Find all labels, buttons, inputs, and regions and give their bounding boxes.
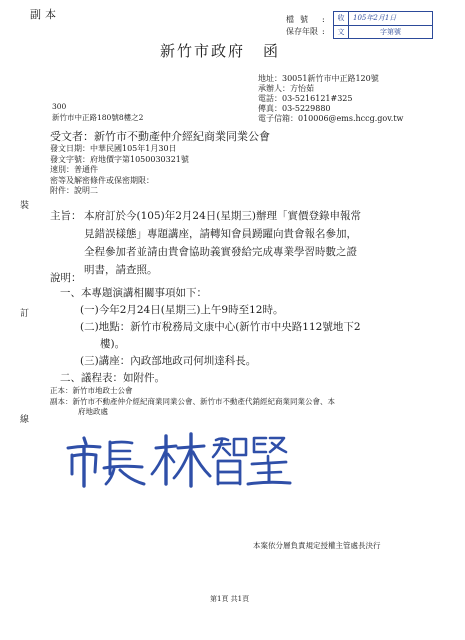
meta-block [50, 144, 189, 197]
binding-mark-3: 線 [20, 415, 30, 425]
retention-label: 保存年限 [286, 26, 318, 36]
receipt-stamp [333, 11, 433, 39]
copy-mark: 副本 [30, 8, 60, 21]
secrecy: 密等及解密條件或保密期限： [50, 175, 154, 185]
subject-line-1: 本府訂於今(105)年2月24日(星期三)辦理「實價登錄申報常 [84, 210, 361, 222]
speed: 速別：普通件 [50, 165, 98, 174]
archive-labels: 檔號 : 保存年限 : [286, 14, 325, 36]
subject-header: 主旨： [50, 210, 82, 222]
issuing-organization: 新竹市政府 [160, 42, 246, 60]
phone: 電話：03-5216121#325 [258, 94, 353, 103]
issue-number: 發文字號：府地價字第1050030321號 [50, 154, 189, 164]
recipient: 受文者：新竹市不動產仲介經紀商業同業公會 [50, 130, 270, 143]
issue-date: 發文日期：中華民國105年1月30日 [50, 144, 177, 153]
page-number: 第1頁 共1頁 [210, 595, 250, 603]
explanation-item-1: 一、本專題演講相關事項如下： [60, 287, 207, 299]
stamp-document-mark: 文 [334, 26, 349, 39]
document-type: 函 [263, 42, 281, 60]
subject-line-2: 見錯誤樣態」專題講座，請轉知會員踴躍向貴會報名參加， [84, 228, 357, 240]
recipient-street: 新竹市中正路180號8樓之2 [52, 113, 144, 122]
mayor-signature [62, 428, 292, 492]
binding-mark-1: 裝 [20, 201, 30, 211]
delegation-note: 本案依分層負責規定授權主管處長決行 [253, 541, 381, 550]
explanation-item-2: 二、議程表：如附件。 [60, 372, 165, 384]
explanation-sub-2: (二)地點：新竹市稅務局文康中心(新竹市中央路112號地下2 [80, 321, 361, 333]
file-number-label: 檔號 [286, 14, 314, 24]
explanation-sub-1: (一)今年2月24日(星期三)上午9時至12時。 [80, 304, 284, 316]
explanation-sub-3: (三)講座：內政部地政司何圳達科長。 [80, 355, 257, 367]
document-title [160, 40, 280, 61]
subject-block [50, 207, 440, 279]
stamp-document-number: 字第號 [380, 28, 401, 36]
org-address: 地址：30051新竹市中正路120號 [258, 74, 379, 83]
distribution-block [50, 386, 420, 418]
distribution-copy-cont: 府地政處 [78, 407, 108, 416]
postal-code: 300 [52, 102, 67, 111]
stamp-receive-mark: 收 [334, 12, 349, 25]
distribution-main: 正本：新竹市地政士公會 [50, 386, 133, 395]
binding-mark-2: 訂 [20, 309, 30, 319]
recipient-address [52, 101, 143, 123]
explanation-items [60, 285, 361, 387]
fax: 傳真：03-5229880 [258, 104, 331, 113]
explanation-header: 說明： [50, 272, 82, 284]
email: 電子信箱：010006@ems.hccg.gov.tw [258, 114, 404, 123]
explanation-sub-2-cont: 樓)。 [100, 338, 126, 350]
stamp-receive-date: 105年2月1日 [353, 14, 397, 22]
subject-line-4: 明書，請查照。 [84, 264, 158, 276]
contact-block [258, 74, 403, 124]
attachment: 附件：說明二 [50, 186, 98, 195]
distribution-copy: 副本：新竹市不動產仲介經紀商業同業公會、新竹市不動產代銷經紀商業同業公會、本 [50, 396, 335, 406]
subject-line-3: 全程參加者並請由貴會協助義實發給完成專業學習時數之證 [84, 246, 357, 258]
handler: 承辦人：方怡茹 [258, 84, 314, 93]
